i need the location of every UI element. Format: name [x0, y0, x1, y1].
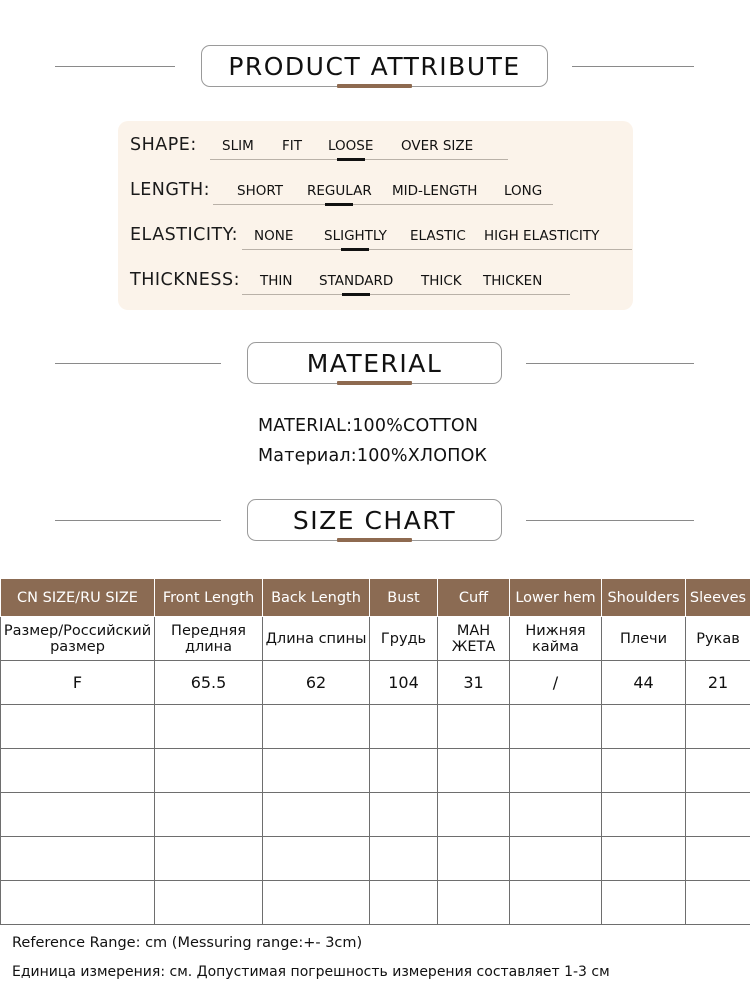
column-header: Shoulders — [602, 579, 686, 617]
table-row-empty — [1, 793, 750, 837]
ru-header-cell: Длина спины — [263, 617, 370, 661]
ru-header-cell: Плечи — [602, 617, 686, 661]
empty-cell — [602, 705, 686, 749]
column-header: Lower hem — [510, 579, 602, 617]
material-title: MATERIAL — [247, 342, 502, 384]
ru-header-cell: Передняя длина — [155, 617, 263, 661]
empty-cell — [602, 837, 686, 881]
material-header — [0, 342, 750, 390]
material-en: MATERIAL:100%COTTON — [258, 416, 479, 436]
size-chart-title: SIZE CHART — [247, 499, 502, 541]
measurement-note-ru: Единица измерения: см. Допустимая погрешность измерения составляет 1-3 см — [12, 964, 610, 980]
column-header: Sleeves — [686, 579, 750, 617]
header-rule-right — [526, 363, 694, 364]
attribute-line — [242, 294, 570, 295]
empty-cell — [155, 793, 263, 837]
empty-cell — [510, 749, 602, 793]
attribute-option: SLIM — [222, 138, 254, 154]
header-rule-left — [55, 520, 221, 521]
attribute-option: HIGH ELASTICITY — [484, 228, 600, 244]
empty-cell — [686, 881, 750, 925]
column-header: Bust — [370, 579, 438, 617]
column-header: CN SIZE/RU SIZE — [1, 579, 155, 617]
empty-cell — [602, 793, 686, 837]
empty-cell — [1, 749, 155, 793]
attribute-label: LENGTH: — [130, 180, 211, 200]
bust-cell: 104 — [370, 661, 438, 705]
header-rule-right — [526, 520, 694, 521]
table-row-empty — [1, 881, 750, 925]
attribute-line — [213, 204, 553, 205]
attribute-label: ELASTICITY: — [130, 225, 238, 245]
empty-cell — [686, 749, 750, 793]
size-chart-header — [0, 499, 750, 547]
empty-cell — [1, 881, 155, 925]
sleeves-cell: 21 — [686, 661, 750, 705]
ru-header-cell: МАН ЖЕТА — [438, 617, 510, 661]
empty-cell — [1, 837, 155, 881]
header-rule-right — [572, 66, 694, 67]
table-row-empty — [1, 837, 750, 881]
back-length-cell: 62 — [263, 661, 370, 705]
product-attribute-title: PRODUCT ATTRIBUTE — [201, 45, 548, 87]
attribute-option: OVER SIZE — [401, 138, 474, 154]
material-ru: Материал:100%ХЛОПОК — [258, 446, 488, 466]
lower-hem-cell: / — [510, 661, 602, 705]
table-ru-header-row — [1, 617, 750, 661]
attribute-option: ELASTIC — [410, 228, 466, 244]
ru-header-cell: Грудь — [370, 617, 438, 661]
attribute-row-shape — [130, 133, 630, 161]
empty-cell — [155, 705, 263, 749]
attribute-row-length — [130, 178, 630, 206]
header-underline — [337, 538, 412, 542]
attribute-label: THICKNESS: — [130, 270, 240, 290]
header-underline — [337, 381, 412, 385]
header-rule-left — [55, 363, 221, 364]
empty-cell — [438, 749, 510, 793]
empty-cell — [602, 749, 686, 793]
table-row — [1, 661, 750, 705]
size-chart-table — [0, 578, 750, 925]
empty-cell — [438, 837, 510, 881]
header-underline — [337, 84, 412, 88]
empty-cell — [510, 881, 602, 925]
empty-cell — [370, 705, 438, 749]
attribute-option-selected: SLIGHTLY — [324, 228, 387, 244]
attribute-option: FIT — [282, 138, 302, 154]
attribute-option-selected: STANDARD — [319, 273, 394, 289]
ru-header-cell: Размер/Российский размер — [1, 617, 155, 661]
empty-cell — [370, 749, 438, 793]
empty-cell — [370, 881, 438, 925]
shoulders-cell: 44 — [602, 661, 686, 705]
size-cell: F — [1, 661, 155, 705]
cuff-cell: 31 — [438, 661, 510, 705]
attribute-option: MID-LENGTH — [392, 183, 478, 199]
empty-cell — [263, 705, 370, 749]
column-header: Back Length — [263, 579, 370, 617]
empty-cell — [686, 705, 750, 749]
table-row-empty — [1, 705, 750, 749]
ru-header-cell: Нижняя кайма — [510, 617, 602, 661]
empty-cell — [370, 793, 438, 837]
attribute-row-thickness — [130, 268, 630, 296]
attribute-option: THIN — [260, 273, 293, 289]
empty-cell — [1, 793, 155, 837]
attribute-option: THICKEN — [483, 273, 543, 289]
table-row-empty — [1, 749, 750, 793]
empty-cell — [370, 837, 438, 881]
empty-cell — [1, 705, 155, 749]
ru-header-cell: Рукав — [686, 617, 750, 661]
attribute-option-selected: REGULAR — [307, 183, 372, 199]
empty-cell — [155, 749, 263, 793]
attribute-option: THICK — [421, 273, 462, 289]
empty-cell — [438, 881, 510, 925]
empty-cell — [510, 837, 602, 881]
empty-cell — [438, 705, 510, 749]
empty-cell — [438, 793, 510, 837]
header-rule-left — [55, 66, 175, 67]
empty-cell — [686, 837, 750, 881]
empty-cell — [263, 837, 370, 881]
empty-cell — [263, 749, 370, 793]
empty-cell — [263, 881, 370, 925]
attribute-option: NONE — [254, 228, 294, 244]
column-header: Front Length — [155, 579, 263, 617]
attribute-panel — [118, 121, 633, 310]
front-length-cell: 65.5 — [155, 661, 263, 705]
empty-cell — [263, 793, 370, 837]
reference-range-note: Reference Range: cm (Messuring range:+- 3cm) — [12, 935, 363, 951]
attribute-option: SHORT — [237, 183, 283, 199]
empty-cell — [510, 793, 602, 837]
attribute-option-selected: LOOSE — [328, 138, 374, 154]
table-header-row — [1, 579, 750, 617]
attribute-line — [242, 249, 632, 250]
empty-cell — [602, 881, 686, 925]
empty-cell — [686, 793, 750, 837]
column-header: Cuff — [438, 579, 510, 617]
product-attribute-header — [0, 45, 750, 93]
empty-cell — [155, 881, 263, 925]
empty-cell — [155, 837, 263, 881]
empty-cell — [510, 705, 602, 749]
attribute-label: SHAPE: — [130, 135, 197, 155]
attribute-option: LONG — [504, 183, 543, 199]
attribute-row-elasticity — [130, 223, 630, 251]
